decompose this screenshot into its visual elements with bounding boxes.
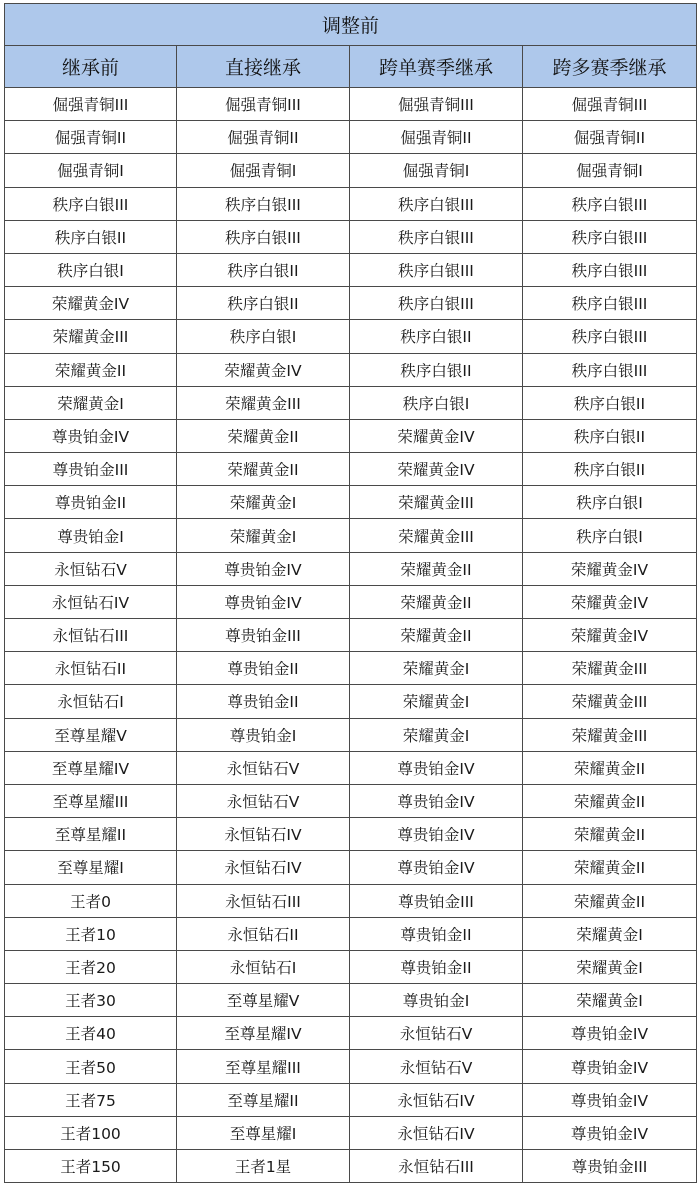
cell-direct-inheritance: 尊贵铂金IV — [177, 552, 350, 585]
table-row — [5, 1150, 697, 1183]
cell-direct-inheritance: 至尊星耀III — [177, 1050, 350, 1083]
cell-before-inheritance: 尊贵铂金III — [5, 453, 177, 486]
cell-multi-season-inheritance: 荣耀黄金I — [523, 950, 697, 983]
cell-single-season-inheritance: 荣耀黄金II — [350, 585, 523, 618]
column-header-multi-season-inheritance: 跨多赛季继承 — [523, 46, 697, 88]
cell-multi-season-inheritance: 秩序白银III — [523, 287, 697, 320]
cell-before-inheritance: 倔强青铜III — [5, 88, 177, 121]
table-row — [5, 320, 697, 353]
cell-direct-inheritance: 至尊星耀I — [177, 1116, 350, 1149]
cell-before-inheritance: 倔强青铜I — [5, 154, 177, 187]
cell-single-season-inheritance: 秩序白银III — [350, 287, 523, 320]
table-row — [5, 1017, 697, 1050]
cell-before-inheritance: 荣耀黄金III — [5, 320, 177, 353]
cell-direct-inheritance: 荣耀黄金I — [177, 486, 350, 519]
table-row — [5, 453, 697, 486]
cell-before-inheritance: 王者150 — [5, 1150, 177, 1183]
cell-single-season-inheritance: 荣耀黄金III — [350, 519, 523, 552]
cell-multi-season-inheritance: 荣耀黄金IV — [523, 619, 697, 652]
cell-single-season-inheritance: 荣耀黄金II — [350, 619, 523, 652]
cell-before-inheritance: 至尊星耀IV — [5, 751, 177, 784]
cell-multi-season-inheritance: 尊贵铂金IV — [523, 1017, 697, 1050]
table-row — [5, 154, 697, 187]
cell-direct-inheritance: 永恒钻石IV — [177, 818, 350, 851]
table-row — [5, 784, 697, 817]
cell-direct-inheritance: 永恒钻石II — [177, 917, 350, 950]
cell-single-season-inheritance: 荣耀黄金I — [350, 718, 523, 751]
table-row — [5, 486, 697, 519]
cell-multi-season-inheritance: 秩序白银III — [523, 220, 697, 253]
cell-multi-season-inheritance: 荣耀黄金II — [523, 784, 697, 817]
cell-direct-inheritance: 秩序白银I — [177, 320, 350, 353]
cell-before-inheritance: 秩序白银II — [5, 220, 177, 253]
cell-before-inheritance: 尊贵铂金I — [5, 519, 177, 552]
cell-single-season-inheritance: 荣耀黄金I — [350, 685, 523, 718]
cell-single-season-inheritance: 尊贵铂金IV — [350, 751, 523, 784]
cell-before-inheritance: 王者10 — [5, 917, 177, 950]
cell-multi-season-inheritance: 荣耀黄金III — [523, 652, 697, 685]
cell-multi-season-inheritance: 秩序白银III — [523, 253, 697, 286]
cell-multi-season-inheritance: 荣耀黄金II — [523, 751, 697, 784]
table-title: 调整前 — [5, 4, 697, 46]
cell-single-season-inheritance: 尊贵铂金II — [350, 917, 523, 950]
cell-direct-inheritance: 尊贵铂金I — [177, 718, 350, 751]
rank-inheritance-table — [4, 3, 697, 1183]
cell-direct-inheritance: 至尊星耀IV — [177, 1017, 350, 1050]
cell-direct-inheritance: 永恒钻石V — [177, 784, 350, 817]
table-row — [5, 718, 697, 751]
cell-direct-inheritance: 荣耀黄金I — [177, 519, 350, 552]
cell-direct-inheritance: 倔强青铜I — [177, 154, 350, 187]
cell-single-season-inheritance: 尊贵铂金IV — [350, 784, 523, 817]
cell-multi-season-inheritance: 荣耀黄金II — [523, 818, 697, 851]
cell-before-inheritance: 王者30 — [5, 984, 177, 1017]
cell-single-season-inheritance: 尊贵铂金IV — [350, 851, 523, 884]
cell-single-season-inheritance: 秩序白银III — [350, 187, 523, 220]
cell-direct-inheritance: 永恒钻石IV — [177, 851, 350, 884]
cell-direct-inheritance: 倔强青铜III — [177, 88, 350, 121]
cell-single-season-inheritance: 尊贵铂金I — [350, 984, 523, 1017]
table-row — [5, 353, 697, 386]
column-header-direct-inheritance: 直接继承 — [177, 46, 350, 88]
cell-before-inheritance: 至尊星耀II — [5, 818, 177, 851]
table-row — [5, 751, 697, 784]
cell-before-inheritance: 荣耀黄金II — [5, 353, 177, 386]
table-row — [5, 253, 697, 286]
cell-multi-season-inheritance: 尊贵铂金III — [523, 1150, 697, 1183]
cell-single-season-inheritance: 荣耀黄金I — [350, 652, 523, 685]
cell-direct-inheritance: 尊贵铂金II — [177, 685, 350, 718]
cell-single-season-inheritance: 倔强青铜II — [350, 121, 523, 154]
table-row — [5, 818, 697, 851]
cell-direct-inheritance: 荣耀黄金IV — [177, 353, 350, 386]
cell-multi-season-inheritance: 尊贵铂金IV — [523, 1083, 697, 1116]
table-row — [5, 585, 697, 618]
table-row — [5, 552, 697, 585]
cell-direct-inheritance: 永恒钻石III — [177, 884, 350, 917]
cell-before-inheritance: 尊贵铂金IV — [5, 419, 177, 452]
cell-single-season-inheritance: 倔强青铜III — [350, 88, 523, 121]
cell-before-inheritance: 荣耀黄金IV — [5, 287, 177, 320]
cell-multi-season-inheritance: 尊贵铂金IV — [523, 1116, 697, 1149]
table-row — [5, 851, 697, 884]
cell-single-season-inheritance: 荣耀黄金II — [350, 552, 523, 585]
cell-direct-inheritance: 荣耀黄金II — [177, 419, 350, 452]
rank-inheritance-table-container — [4, 3, 696, 1183]
cell-multi-season-inheritance: 倔强青铜III — [523, 88, 697, 121]
cell-direct-inheritance: 尊贵铂金III — [177, 619, 350, 652]
cell-single-season-inheritance: 永恒钻石V — [350, 1017, 523, 1050]
cell-multi-season-inheritance: 尊贵铂金IV — [523, 1050, 697, 1083]
cell-single-season-inheritance: 秩序白银II — [350, 353, 523, 386]
cell-before-inheritance: 荣耀黄金I — [5, 386, 177, 419]
cell-multi-season-inheritance: 荣耀黄金I — [523, 984, 697, 1017]
cell-single-season-inheritance: 尊贵铂金IV — [350, 818, 523, 851]
cell-multi-season-inheritance: 秩序白银I — [523, 486, 697, 519]
cell-multi-season-inheritance: 秩序白银II — [523, 386, 697, 419]
cell-multi-season-inheritance: 倔强青铜I — [523, 154, 697, 187]
cell-before-inheritance: 永恒钻石III — [5, 619, 177, 652]
table-row — [5, 386, 697, 419]
cell-single-season-inheritance: 秩序白银III — [350, 220, 523, 253]
column-header-before-inheritance: 继承前 — [5, 46, 177, 88]
cell-multi-season-inheritance: 秩序白银I — [523, 519, 697, 552]
table-row — [5, 287, 697, 320]
cell-before-inheritance: 王者20 — [5, 950, 177, 983]
cell-multi-season-inheritance: 荣耀黄金I — [523, 917, 697, 950]
cell-before-inheritance: 秩序白银III — [5, 187, 177, 220]
cell-direct-inheritance: 永恒钻石I — [177, 950, 350, 983]
table-row — [5, 419, 697, 452]
cell-before-inheritance: 至尊星耀I — [5, 851, 177, 884]
cell-multi-season-inheritance: 荣耀黄金IV — [523, 552, 697, 585]
cell-before-inheritance: 永恒钻石I — [5, 685, 177, 718]
cell-single-season-inheritance: 永恒钻石V — [350, 1050, 523, 1083]
cell-before-inheritance: 尊贵铂金II — [5, 486, 177, 519]
cell-direct-inheritance: 至尊星耀V — [177, 984, 350, 1017]
cell-single-season-inheritance: 永恒钻石IV — [350, 1116, 523, 1149]
table-row — [5, 1116, 697, 1149]
cell-multi-season-inheritance: 荣耀黄金II — [523, 851, 697, 884]
cell-single-season-inheritance: 秩序白银III — [350, 253, 523, 286]
cell-direct-inheritance: 至尊星耀II — [177, 1083, 350, 1116]
table-row — [5, 917, 697, 950]
cell-single-season-inheritance: 尊贵铂金III — [350, 884, 523, 917]
table-body — [5, 88, 697, 1183]
cell-direct-inheritance: 尊贵铂金IV — [177, 585, 350, 618]
cell-before-inheritance: 永恒钻石IV — [5, 585, 177, 618]
cell-direct-inheritance: 秩序白银II — [177, 287, 350, 320]
cell-multi-season-inheritance: 荣耀黄金IV — [523, 585, 697, 618]
cell-single-season-inheritance: 秩序白银I — [350, 386, 523, 419]
cell-before-inheritance: 至尊星耀III — [5, 784, 177, 817]
table-row — [5, 88, 697, 121]
cell-direct-inheritance: 王者1星 — [177, 1150, 350, 1183]
table-row — [5, 519, 697, 552]
cell-single-season-inheritance: 荣耀黄金III — [350, 486, 523, 519]
cell-before-inheritance: 王者100 — [5, 1116, 177, 1149]
cell-before-inheritance: 倔强青铜II — [5, 121, 177, 154]
cell-before-inheritance: 王者40 — [5, 1017, 177, 1050]
table-row — [5, 1083, 697, 1116]
cell-before-inheritance: 王者75 — [5, 1083, 177, 1116]
table-row — [5, 619, 697, 652]
cell-direct-inheritance: 永恒钻石V — [177, 751, 350, 784]
cell-multi-season-inheritance: 荣耀黄金III — [523, 718, 697, 751]
cell-single-season-inheritance: 荣耀黄金IV — [350, 419, 523, 452]
cell-single-season-inheritance: 秩序白银II — [350, 320, 523, 353]
cell-single-season-inheritance: 永恒钻石III — [350, 1150, 523, 1183]
table-row — [5, 652, 697, 685]
cell-direct-inheritance: 秩序白银III — [177, 187, 350, 220]
cell-direct-inheritance: 秩序白银III — [177, 220, 350, 253]
cell-before-inheritance: 永恒钻石V — [5, 552, 177, 585]
cell-direct-inheritance: 尊贵铂金II — [177, 652, 350, 685]
cell-before-inheritance: 秩序白银I — [5, 253, 177, 286]
table-row — [5, 121, 697, 154]
cell-direct-inheritance: 秩序白银II — [177, 253, 350, 286]
table-row — [5, 884, 697, 917]
cell-multi-season-inheritance: 荣耀黄金II — [523, 884, 697, 917]
cell-before-inheritance: 至尊星耀V — [5, 718, 177, 751]
cell-multi-season-inheritance: 秩序白银III — [523, 187, 697, 220]
cell-single-season-inheritance: 永恒钻石IV — [350, 1083, 523, 1116]
cell-multi-season-inheritance: 秩序白银II — [523, 419, 697, 452]
cell-direct-inheritance: 倔强青铜II — [177, 121, 350, 154]
cell-before-inheritance: 王者0 — [5, 884, 177, 917]
column-header-single-season-inheritance: 跨单赛季继承 — [350, 46, 523, 88]
cell-before-inheritance: 永恒钻石II — [5, 652, 177, 685]
cell-before-inheritance: 王者50 — [5, 1050, 177, 1083]
cell-multi-season-inheritance: 秩序白银III — [523, 353, 697, 386]
cell-multi-season-inheritance: 倔强青铜II — [523, 121, 697, 154]
cell-multi-season-inheritance: 荣耀黄金III — [523, 685, 697, 718]
cell-multi-season-inheritance: 秩序白银III — [523, 320, 697, 353]
table-row — [5, 950, 697, 983]
table-title-row — [5, 4, 697, 46]
table-row — [5, 1050, 697, 1083]
table-header-row — [5, 46, 697, 88]
table-row — [5, 685, 697, 718]
table-row — [5, 984, 697, 1017]
table-row — [5, 187, 697, 220]
cell-single-season-inheritance: 倔强青铜I — [350, 154, 523, 187]
cell-direct-inheritance: 荣耀黄金II — [177, 453, 350, 486]
cell-direct-inheritance: 荣耀黄金III — [177, 386, 350, 419]
cell-single-season-inheritance: 荣耀黄金IV — [350, 453, 523, 486]
cell-single-season-inheritance: 尊贵铂金II — [350, 950, 523, 983]
cell-multi-season-inheritance: 秩序白银II — [523, 453, 697, 486]
table-row — [5, 220, 697, 253]
